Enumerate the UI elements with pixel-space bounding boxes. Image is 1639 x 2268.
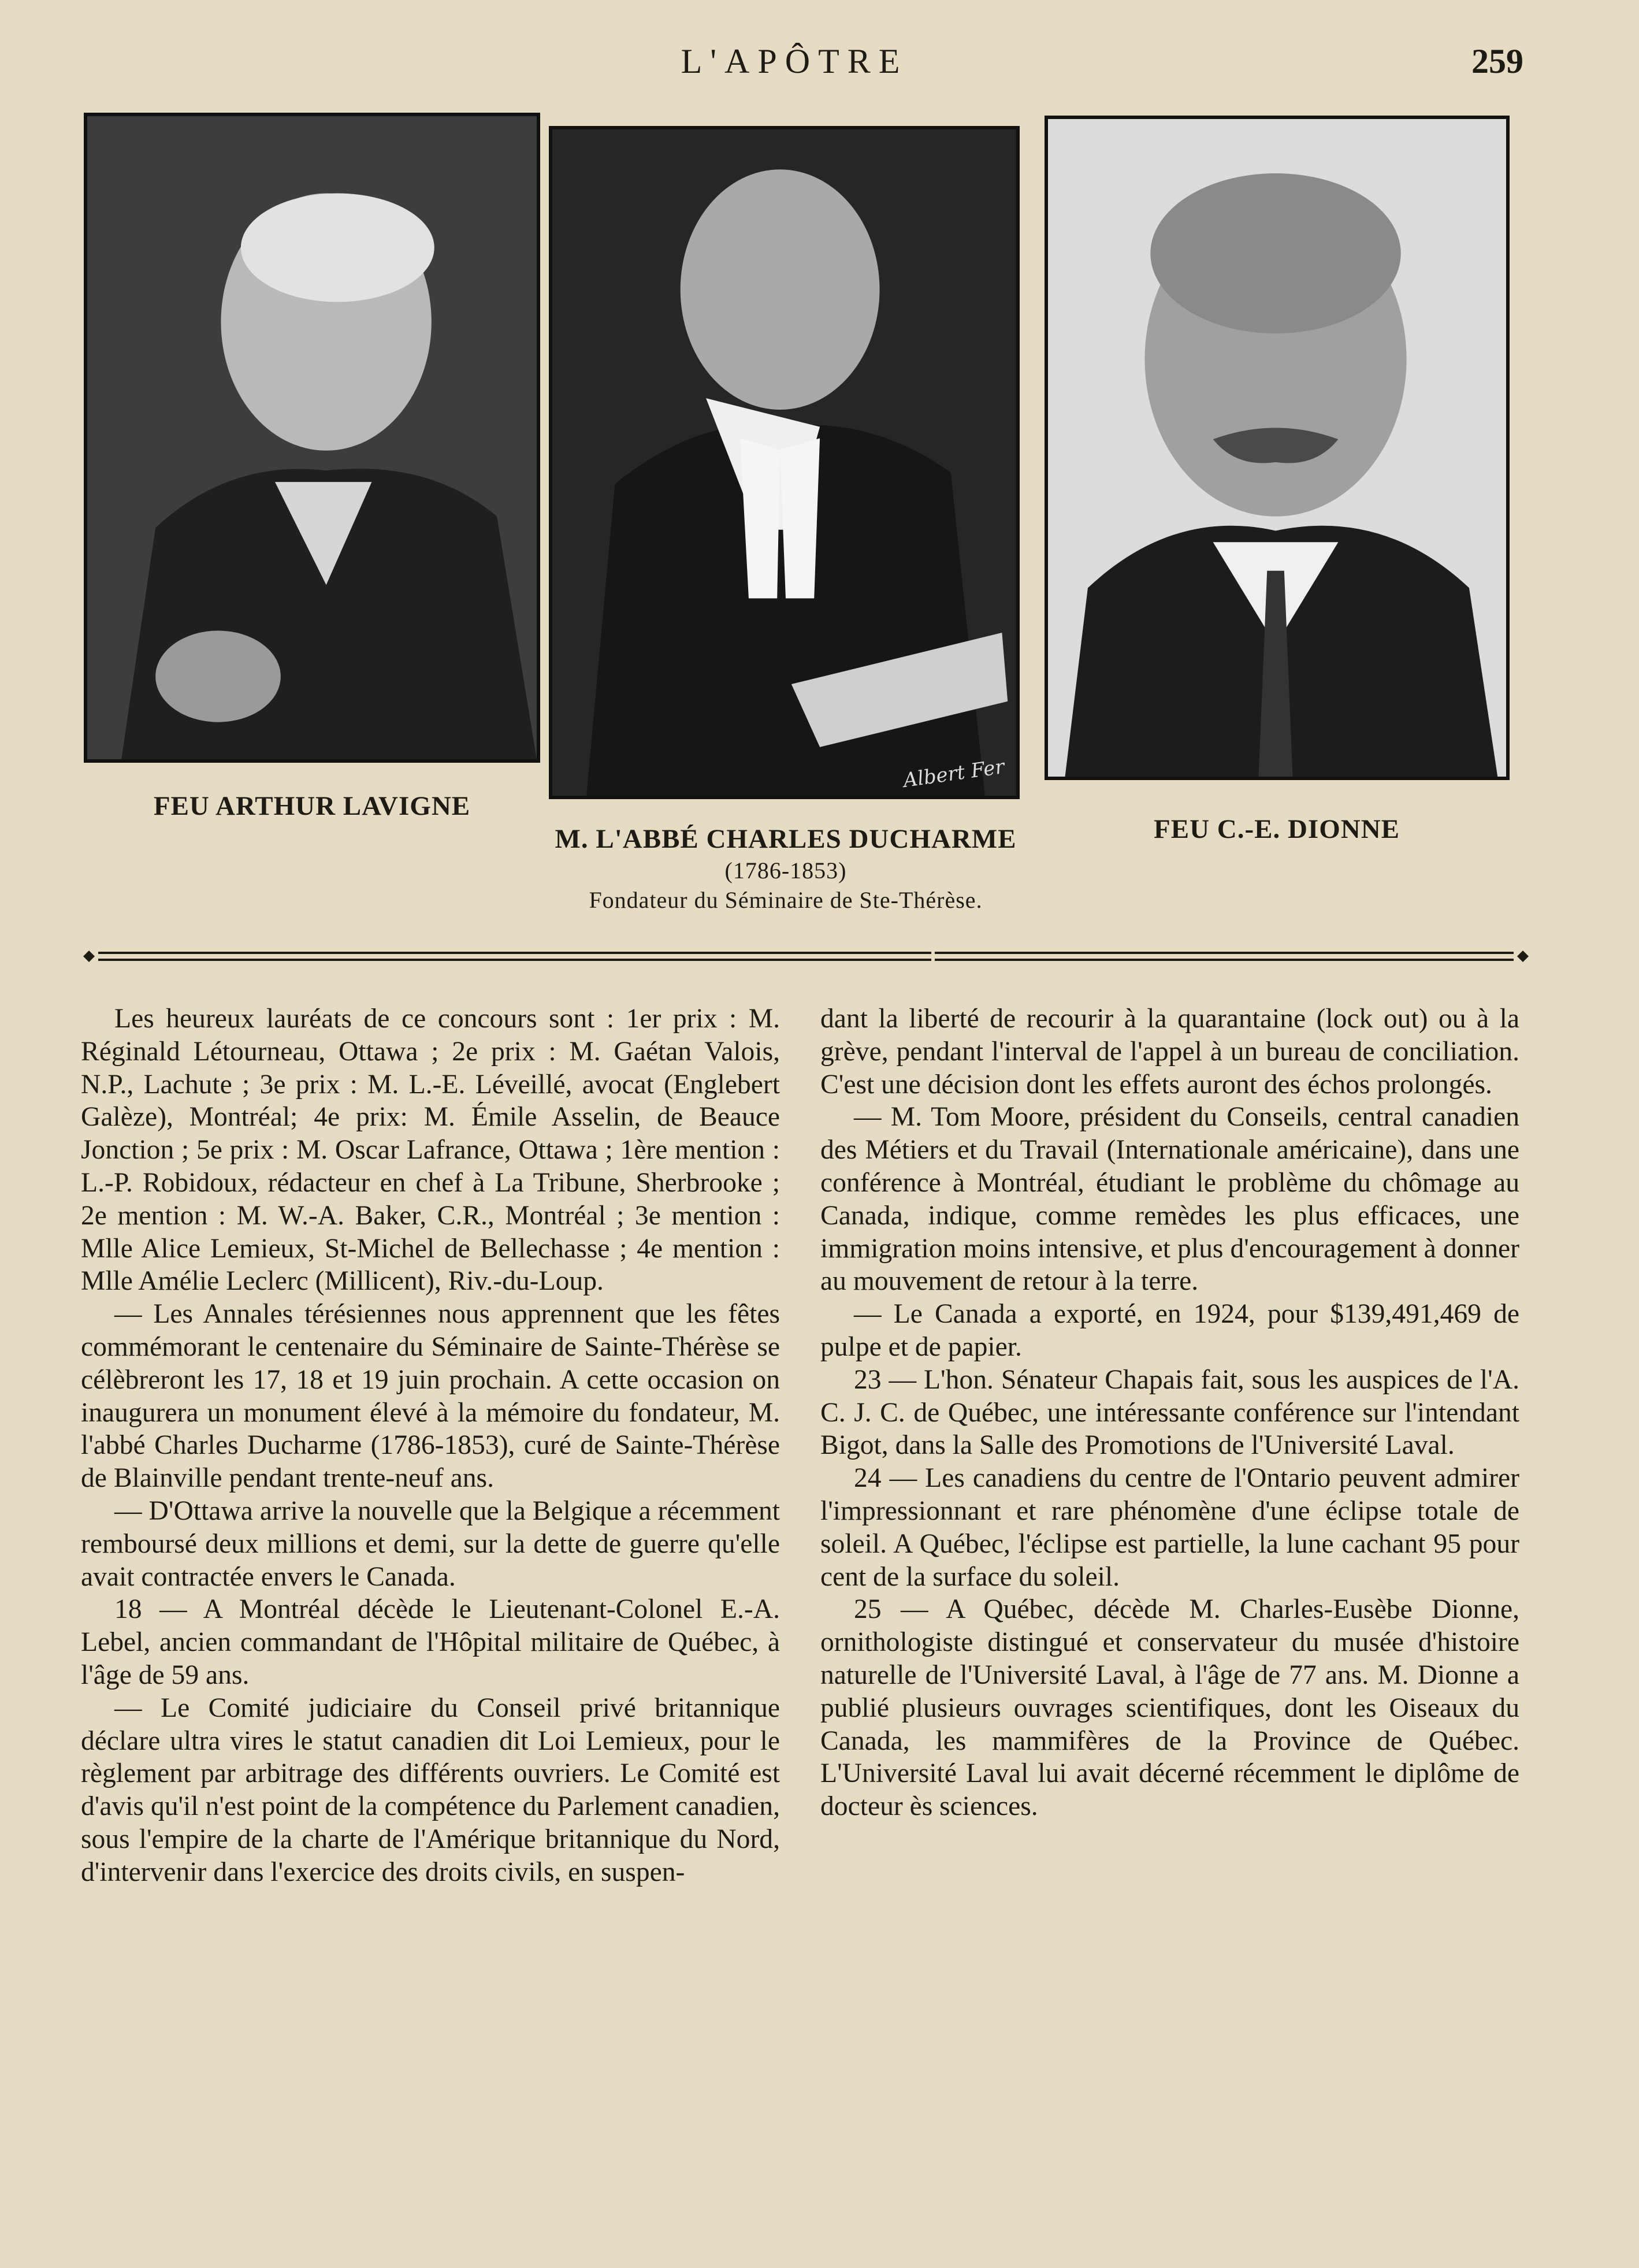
- caption-dionne-name: FEU C.-E. DIONNE: [1154, 814, 1400, 844]
- paragraph: 24 — Les canadiens du centre de l'Ontario peuvent admirer l'impressionnant et rare phénomène d'une éclipse totale de soleil. A Québec, l'éclipse est partielle, la lune cachant 95 pour cent de la surface du soleil.: [820, 1463, 1519, 1592]
- caption-dionne: [1069, 814, 1485, 845]
- photographer-signature: Albert Fer: [901, 755, 1006, 793]
- caption-ducharme-note: Fondateur du Séminaire de Ste-Thérèse.: [589, 887, 983, 913]
- paragraph: — M. Tom Moore, président du Conseils, central canadien des Métiers et du Travail (Internationale américaine), dans une conférence à Montréal, étudiant le problème du chômage au Canada, indique, comme remèdes les plus efficaces, une immigration moins intensive, et plus d'encouragement à donner au mouvement de retour à la terre.: [820, 1102, 1519, 1297]
- paragraph: — D'Ottawa arrive la nouvelle que la Belgique a récemment remboursé deux millions et demi, sur la dette de guerre qu'elle avait contractée envers le Canada.: [81, 1495, 780, 1592]
- caption-ducharme-dates: (1786-1853): [724, 858, 847, 884]
- page-number: 259: [1471, 42, 1523, 80]
- paragraph: Les heureux lauréats de ce concours sont : 1er prix : M. Réginald Létourneau, Ottawa ; 2e prix : M. Gaétan Valois, N.P., Lachute ; 3e prix : M. L.-E. Léveillé, avocat (Englebert Galèze), Montréal; 4e prix: M. Émile Asselin, de Beauce Jonction ; 5e prix : M. Oscar Lafrance, Ottawa ; 1ère mention : L.-P. Robidoux, rédacteur en chef à La Tribune, Sherbrooke ; 2e mention : M. W.-A. Baker, C.R., Montréal ; 3e mention : Mlle Alice Lemieux, St-Michel de Bellechasse ; 4e mention : Mlle Amélie Leclerc (Millicent), Riv.-du-Loup.: [81, 1004, 780, 1297]
- paragraph: dant la liberté de recourir à la quarantaine (lock out) ou à la grève, pendant l'interval de l'appel à un bureau de conciliation. C'est une décision dont les effets auront des échos prolongés.: [820, 1004, 1519, 1100]
- paragraph: — Les Annales térésiennes nous apprennent que les fêtes commémorant le centenaire du Séminaire de Sainte-Thérèse se célèbreront les 17, 18 et 19 juin prochain. A cette occasion on inaugurera un monument élevé à la mémoire du fondateur, M. l'abbé Charles Ducharme (1786-1853), curé de Sainte-Thérèse de Blainville pendant trente-neuf ans.: [81, 1299, 780, 1494]
- running-header: [0, 42, 1639, 94]
- ornamental-rule: [81, 948, 1531, 965]
- left-column: [81, 1003, 780, 1889]
- portrait-photo-dionne: [1045, 116, 1510, 780]
- running-title: L'APÔTRE: [681, 42, 908, 80]
- paragraph: — Le Canada a exporté, en 1924, pour $139,491,469 de pulpe et de papier.: [820, 1299, 1519, 1362]
- paragraph: 23 — L'hon. Sénateur Chapais fait, sous les auspices de l'A. C. J. C. de Québec, une intéressante conférence sur l'intendant Bigot, dans la Salle des Promotions de l'Université Laval.: [820, 1364, 1519, 1461]
- paragraph: 18 — A Montréal décède le Lieutenant-Colonel E.-A. Lebel, ancien commandant de l'Hôpital militaire de Québec, à l'âge de 59 ans.: [81, 1594, 780, 1690]
- paragraph: — Le Comité judiciaire du Conseil privé britannique déclare ultra vires le statut canadien dit Loi Lemieux, pour le règlement par arbitrage des différents ouvriers. Le Comité est d'avis qu'il n'est point de la compétence du Parlement canadien, sous l'empire de la charte de l'Amérique britannique du Nord, d'intervenir dans l'exercice des droits civils, en suspen-: [81, 1692, 780, 1887]
- paragraph: 25 — A Québec, décède M. Charles-Eusèbe Dionne, ornithologiste distingué et conservateur du musée d'histoire naturelle de l'Université Laval, à l'âge de 77 ans. M. Dionne a publié plusieurs ouvrages scientifiques, dont les Oiseaux du Canada, les mammifères de la Province de Québec. L'Université Laval lui avait décerné récemment le diplôme de docteur ès sciences.: [820, 1594, 1519, 1822]
- portrait-photo-lavigne: [84, 113, 540, 763]
- portrait-photo-ducharme: [549, 126, 1020, 799]
- caption-ducharme: [520, 823, 1051, 914]
- caption-ducharme-name: M. L'ABBÉ CHARLES DUCHARME: [555, 824, 1017, 854]
- caption-lavigne-name: FEU ARTHUR LAVIGNE: [153, 791, 471, 821]
- right-column: [820, 1003, 1519, 1823]
- caption-lavigne: [81, 790, 543, 822]
